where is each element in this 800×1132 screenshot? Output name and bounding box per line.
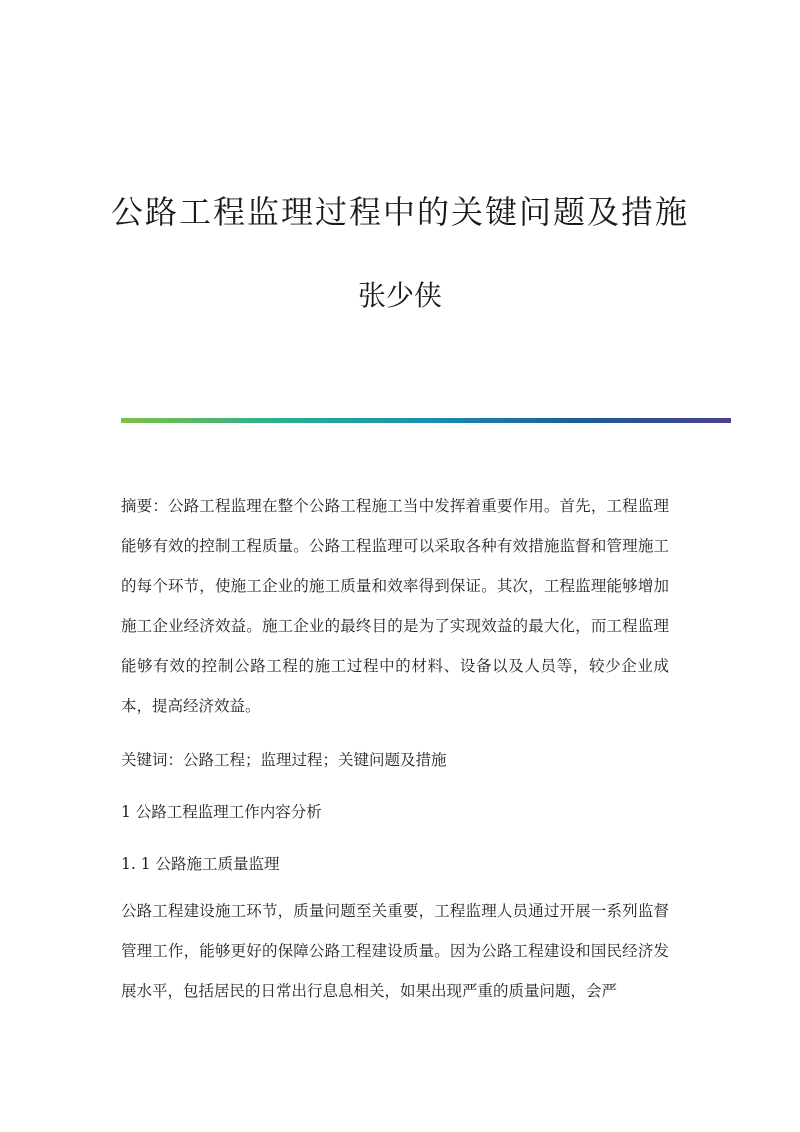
keywords-line: 关键词：公路工程；监理过程；关键问题及措施 (121, 751, 447, 769)
body-paragraph: 公路工程建设施工环节，质量问题至关重要，工程监理人员通过开展一系列监督管理工作，能够更好的保障公路工程建设质量。因为公路工程建设和国民经济发展水平，包括居民的日常出行息息相关，如果出现严重的质量问题，会严 (121, 902, 669, 1000)
document-author: 张少侠 (357, 279, 442, 312)
section-heading-1: 1 公路工程监理工作内容分析 (121, 803, 322, 821)
document-title: 公路工程监理过程中的关键问题及措施 (110, 193, 689, 231)
gradient-divider (121, 418, 731, 423)
abstract-paragraph: 摘要：公路工程监理在整个公路工程施工当中发挥着重要作用。首先，工程监理能够有效的控制工程质量。公路工程监理可以采取各种有效措施监督和管理施工的每个环节，使施工企业的施工质量和效率得到保证。其次，工程监理能够增加施工企业经济效益。施工企业的最终目的是为了实现效益的最大化，而工程监理能够有效的控制公路工程的施工过程中的材料、设备以及人员等，较少企业成本，提高经济效益。 (121, 497, 669, 715)
section-heading-1-1: 1. 1 公路施工质量监理 (121, 855, 280, 873)
